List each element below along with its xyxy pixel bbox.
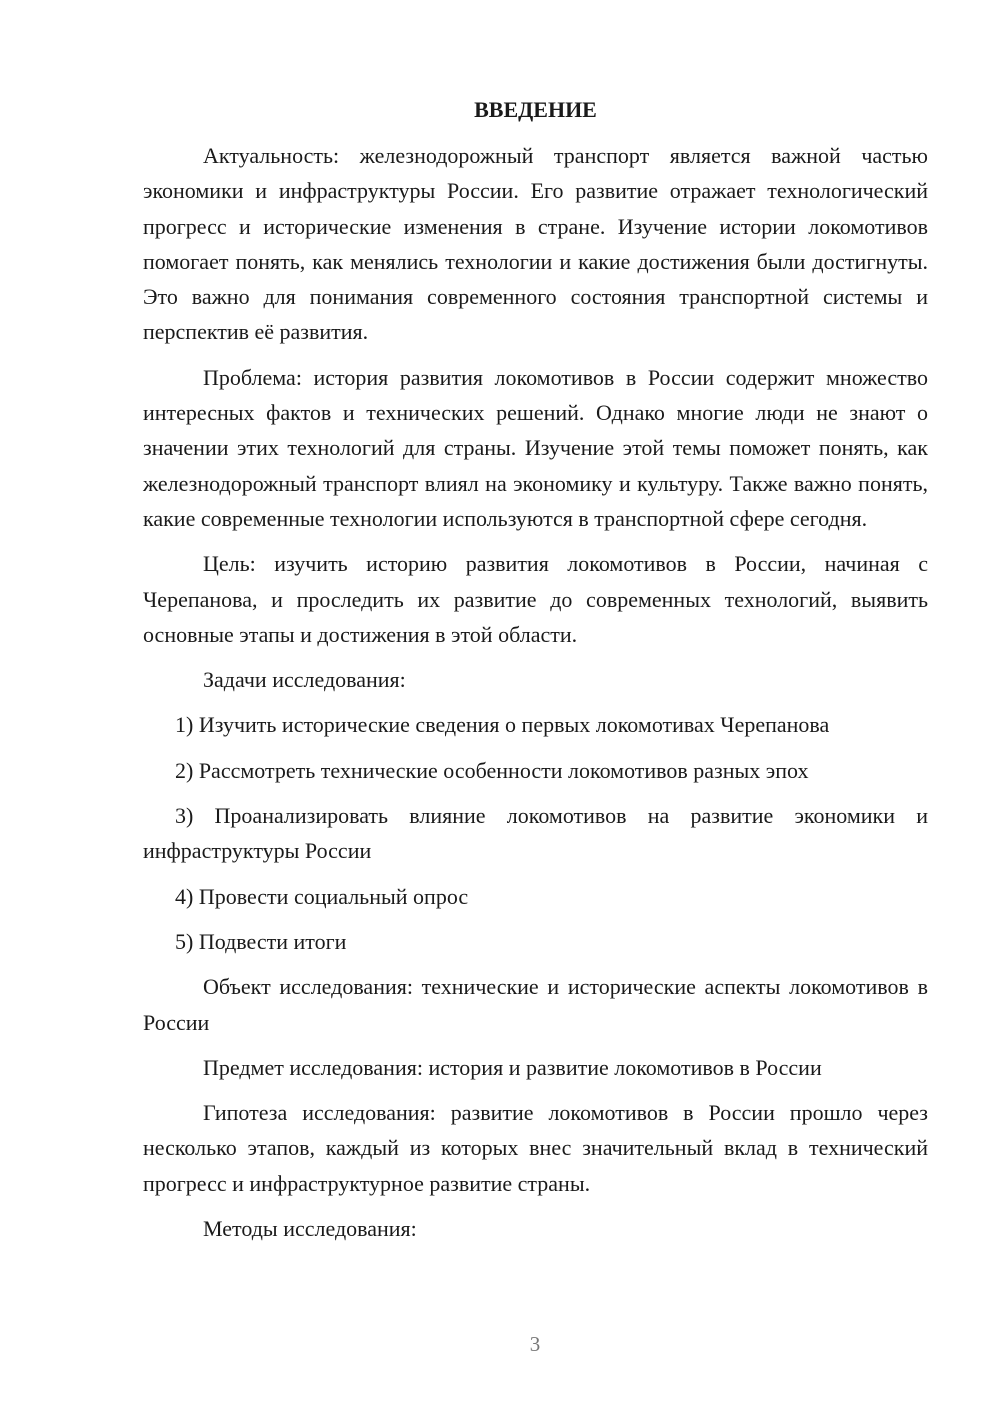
paragraph-hypothesis: Гипотеза исследования: развитие локомотивов в России прошло через несколько этапов, каждый из которых внес значительный вклад в технический прогресс и инфраструктурное развитие страны. <box>143 1100 928 1196</box>
section-title: ВВЕДЕНИЕ <box>474 97 597 122</box>
paragraph-goal: Цель: изучить историю развития локомотивов в России, начиная с Черепанова, и проследить их развитие до современных технологий, выявить основные этапы и достижения в этой области. <box>143 551 928 647</box>
paragraph-problem: Проблема: история развития локомотивов в России содержит множество интересных фактов и технических решений. Однако многие люди не знают о значении этих технологий для страны. Изучение этой темы поможет понять, как железнодорожный транспорт влиял на экономику и культуру. Также важно понять, какие современные технологии используются в транспортной сфере сегодня. <box>143 364 928 531</box>
list-item: 3) Проанализировать влияние локомотивов на развитие экономики и инфраструктуры России <box>143 803 928 864</box>
paragraph-relevance: Актуальность: железнодорожный транспорт является важной частью экономики и инфраструктуры России. Его развитие отражает технологический прогресс и исторические изменения в стране. Изучение истории локомотивов помогает понять, как менялись технологии и какие достижения были достигнуты. Это важно для понимания современного состояния транспортной системы и перспектив её развития. <box>143 143 928 345</box>
paragraph-subject: Предмет исследования: история и развитие локомотивов в России <box>203 1054 822 1080</box>
list-item: 2) Рассмотреть технические особенности локомотивов разных эпох <box>175 757 809 783</box>
list-item: 4) Провести социальный опрос <box>175 883 469 909</box>
list-item: 1) Изучить исторические сведения о первых локомотивах Черепанова <box>175 712 830 738</box>
document-page <box>143 92 928 1256</box>
paragraph-methods: Методы исследования: <box>203 1216 417 1242</box>
tasks-heading: Задачи исследования: <box>203 667 406 693</box>
list-item: 5) Подвести итоги <box>175 928 347 954</box>
paragraph-object: Объект исследования: технические и исторические аспекты локомотивов в России <box>143 974 928 1035</box>
page-number: 3 <box>529 1332 541 1356</box>
